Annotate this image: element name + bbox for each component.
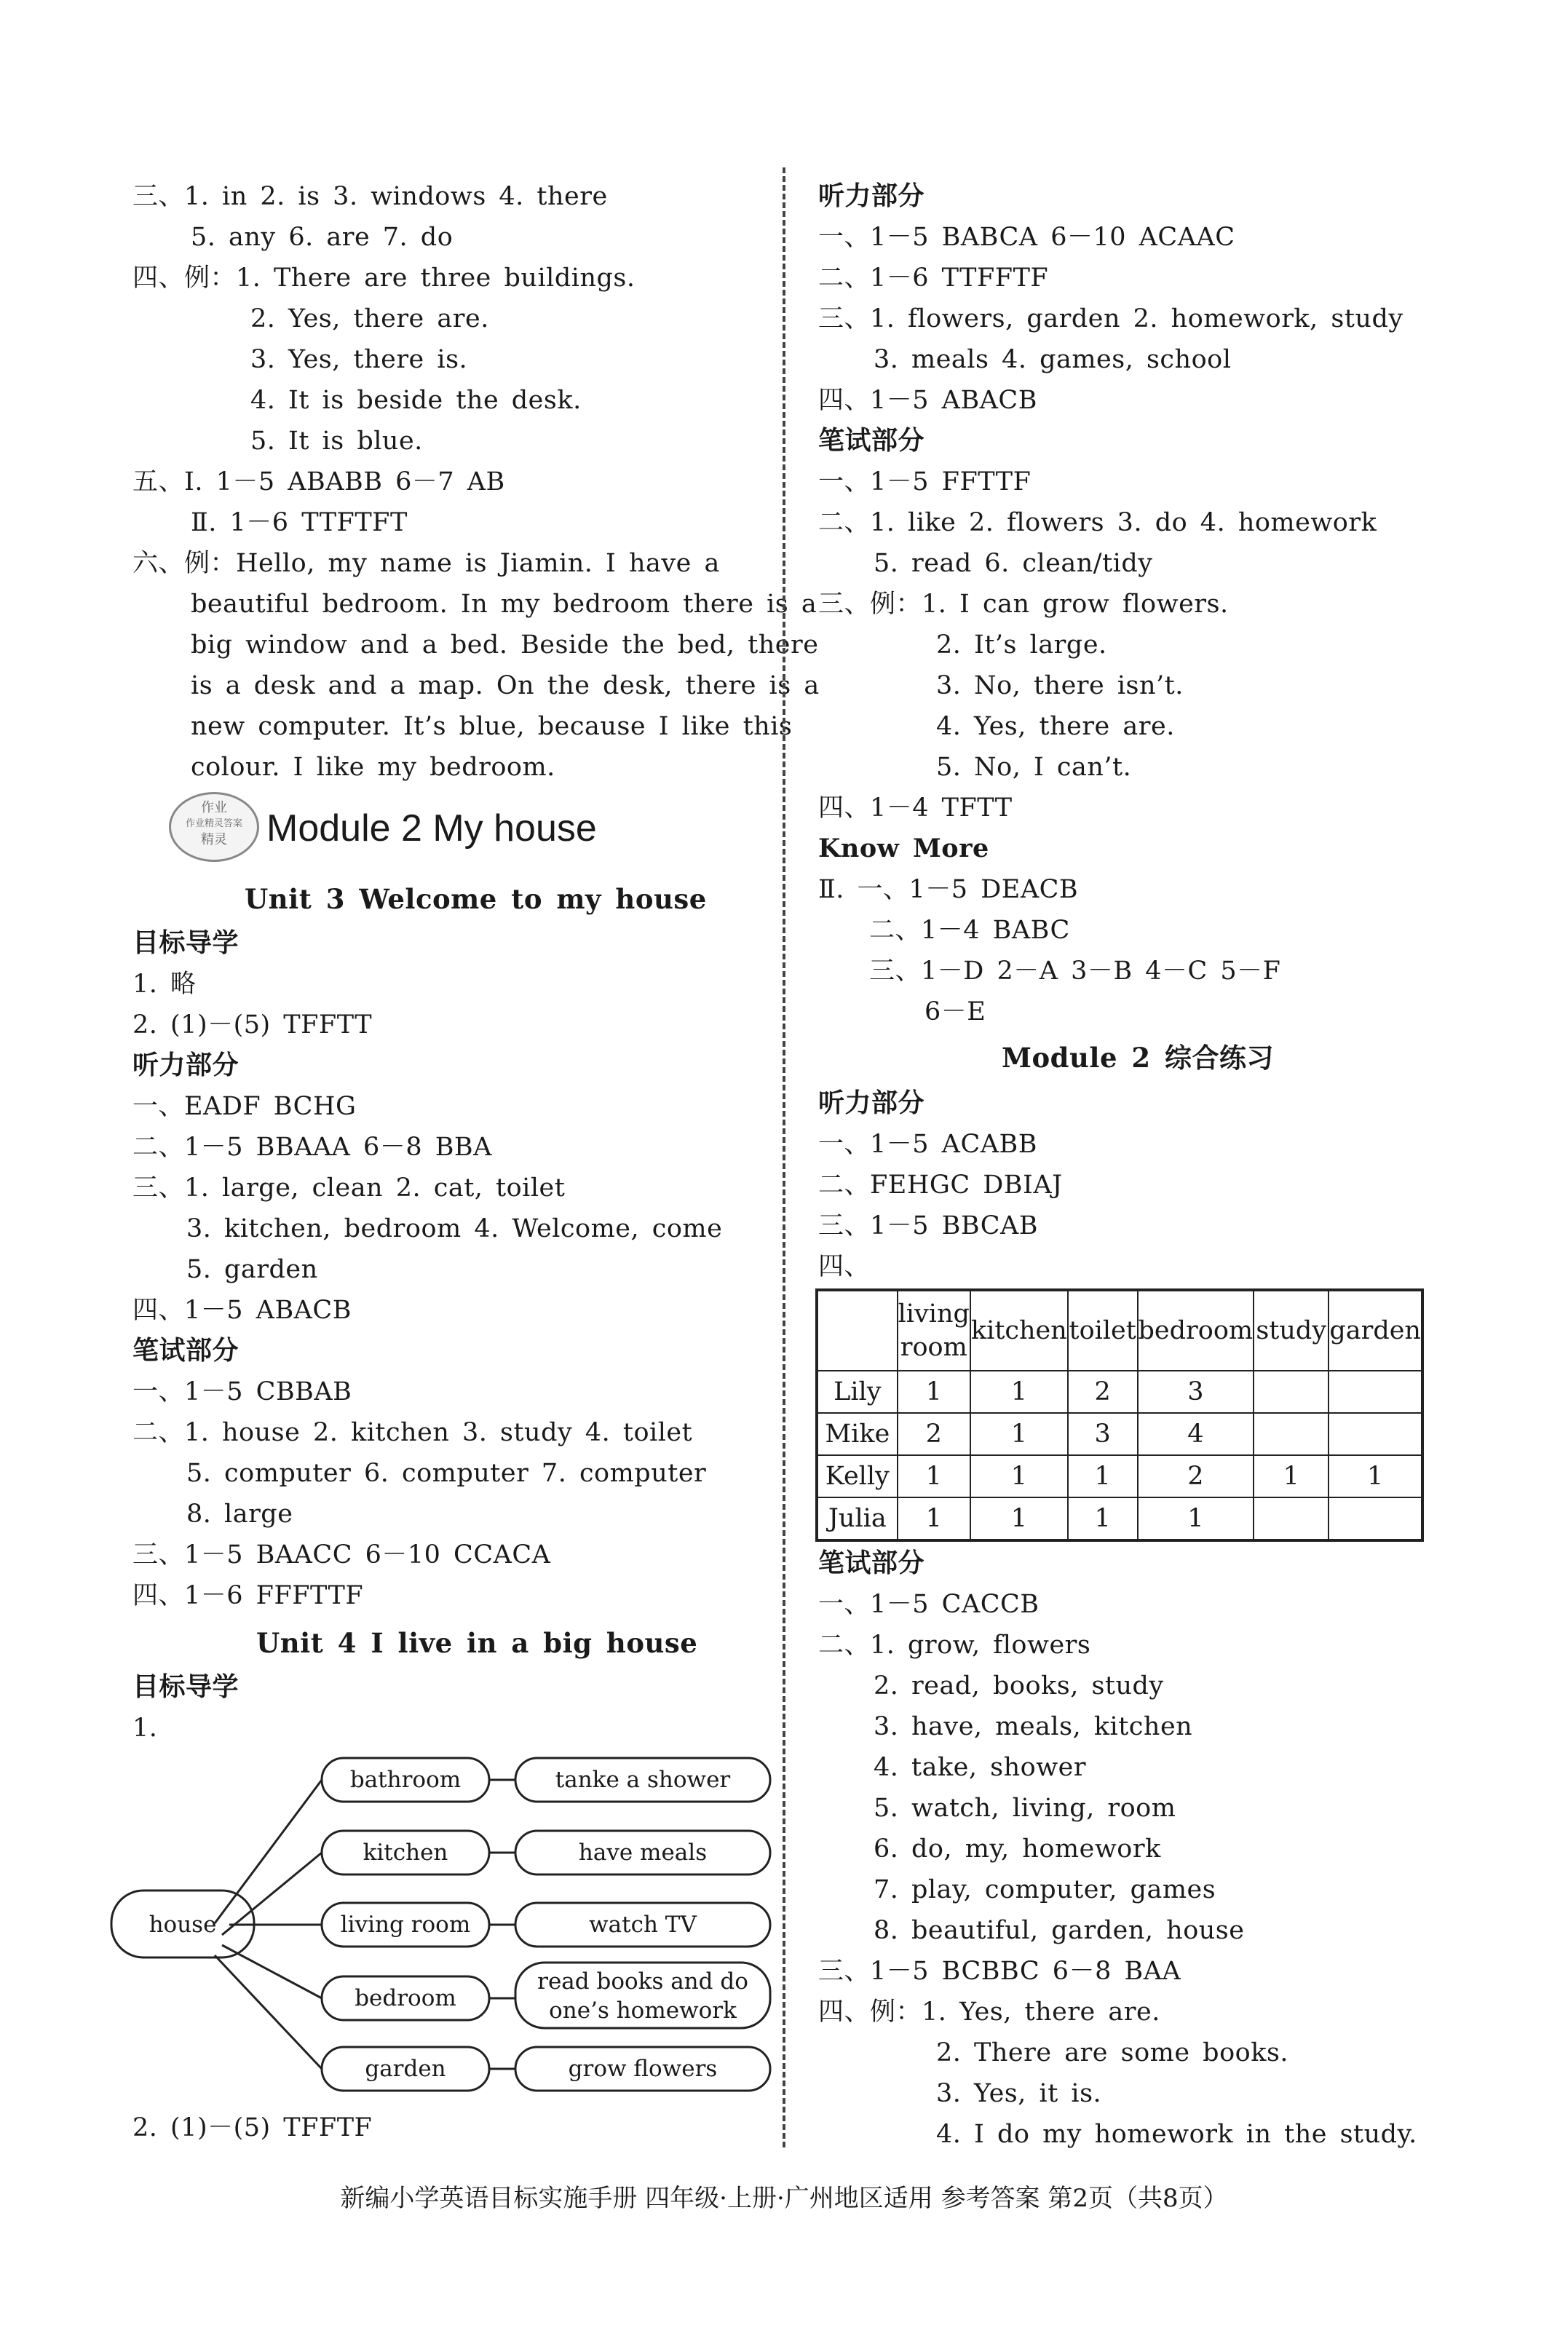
table-header-cell [817,1290,898,1371]
table-cell: 1 [1068,1455,1138,1497]
mindmap-connector [215,1955,322,2069]
column-divider [783,167,785,2147]
answer-line: 三、1－D 2－A 3－B 4－C 5－F [869,957,1281,986]
section-heading: Know More [818,834,989,863]
mindmap-activity: watch TV [589,1912,697,1938]
answer-line: 5. No, I can’t. [936,753,1132,782]
answer-line: 4. It is beside the desk. [250,386,582,415]
answer-line: 四、 [818,1252,871,1281]
table-cell [1254,1413,1329,1455]
answer-line: 二、1. house 2. kitchen 3. study 4. toilet [132,1418,693,1447]
answer-line: 4. Yes, there are. [936,712,1175,741]
answer-line: 3. Yes, it is. [936,2079,1102,2108]
answer-line: 三、1－5 BAACC 6－10 CCACA [132,1540,551,1569]
table-cell: 2 [898,1413,970,1455]
table-cell [1329,1413,1422,1455]
rooms-table [815,1288,1424,1542]
answer-line: 二、1. grow, flowers [818,1631,1091,1660]
table-cell [1329,1371,1422,1413]
table-cell: 1 [1068,1497,1138,1540]
answer-line: 7. play, computer, games [874,1875,1216,1904]
answer-line: 二、1. like 2. flowers 3. do 4. homework [818,508,1377,537]
table-header-cell: bedroom [1138,1290,1254,1371]
section-heading: 笔试部分 [818,1548,925,1578]
answer-line: 2. It’s large. [936,630,1107,660]
answer-line: 3. kitchen, bedroom 4. Welcome, come [186,1214,723,1243]
section-heading: 笔试部分 [818,426,925,456]
table-cell: Julia [817,1497,898,1540]
table-cell: 1 [898,1455,970,1497]
answer-line: 5. any 6. are 7. do [191,223,454,252]
essay-line: is a desk and a map. On the desk, there is a [191,671,820,700]
table-header-cell: living room [898,1290,970,1371]
answer-line: 2. Yes, there are. [250,304,489,333]
mindmap-activity: one’s homework [549,1998,737,2024]
answer-line: Ⅱ. 1－6 TTFTFT [191,508,408,537]
answer-line: 三、1－5 BCBBC 6－8 BAA [818,1957,1181,1986]
mindmap-node: kitchen [363,1840,448,1866]
answer-line: 三、1. flowers, garden 2. homework, study [818,304,1403,333]
mindmap-connector [215,1780,322,1923]
answer-line: 一、1－5 CACCB [818,1590,1040,1619]
unit-title: Unit 4 I live in a big house [256,1627,698,1659]
answer-line: 一、1－5 ACABB [818,1130,1037,1159]
table-cell: 1 [1329,1455,1422,1497]
answer-line: 8. large [186,1500,293,1529]
answer-line: 四、1－5 ABACB [818,386,1037,415]
answer-line: 四、1－6 FFFTTF [132,1581,364,1610]
essay-line: colour. I like my bedroom. [191,753,555,782]
answer-line: 1. [132,1714,158,1743]
mindmap-center: house [149,1912,217,1938]
house-mindmap [102,1733,786,2097]
answer-line: 三、1. large, clean 2. cat, toilet [132,1173,566,1203]
answer-line: 6. do, my, homework [874,1834,1161,1864]
answer-line: 三、1. in 2. is 3. windows 4. there [132,182,608,211]
answer-line: 四、1－5 ABACB [132,1296,352,1325]
section-heading: 目标导学 [132,928,239,958]
section-heading: 听力部分 [132,1050,239,1080]
table-cell: 1 [1138,1497,1254,1540]
answer-line: 3. meals 4. games, school [874,345,1232,374]
table-cell: Kelly [817,1455,898,1497]
table-cell: 1 [1254,1455,1329,1497]
answer-line: 1. 略 [132,970,197,999]
table-cell: Lily [817,1371,898,1413]
section-heading: 目标导学 [132,1672,239,1702]
answer-line: 5. read 6. clean/tidy [874,549,1153,578]
table-cell [1254,1497,1329,1540]
answer-line: 4. I do my homework in the study. [936,2120,1417,2149]
answer-line: 五、Ⅰ. 1－5 ABABB 6－7 AB [132,467,505,496]
mindmap-node: bathroom [349,1767,462,1793]
table-cell: 1 [898,1497,970,1540]
table-header-cell: kitchen [970,1290,1068,1371]
section-heading: 笔试部分 [132,1336,239,1366]
answer-line: 3. have, meals, kitchen [874,1712,1193,1741]
mindmap-node: living room [340,1912,471,1938]
answer-line: 2. There are some books. [936,2038,1289,2067]
answer-line: 一、1－5 BABCA 6－10 ACAAC [818,223,1235,252]
answer-line: 一、EADF BCHG [132,1092,357,1121]
practice-title: Module 2 综合练习 [1002,1042,1275,1074]
table-cell: Mike [817,1413,898,1455]
essay-line: 六、例：Hello, my name is Jiamin. I have a [132,549,720,578]
answer-line: 四、1－4 TFTT [818,793,1013,823]
answer-line: 四、例：1. There are three buildings. [132,264,635,293]
table-cell [1329,1497,1422,1540]
essay-line: big window and a bed. Beside the bed, there [191,630,819,660]
table-cell: 4 [1138,1413,1254,1455]
table-cell: 1 [970,1497,1068,1540]
table-row [817,1497,1422,1540]
table-cell: 3 [1068,1413,1138,1455]
unit-title: Unit 3 Welcome to my house [245,883,707,915]
mindmap-node: garden [365,2056,446,2082]
mindmap-activity: tanke a shower [555,1767,731,1793]
mindmap-node: bedroom [355,1985,456,2011]
answer-line: 4. take, shower [874,1753,1087,1782]
answer-line: 6－E [924,997,986,1026]
section-heading: 听力部分 [818,1088,925,1118]
answer-line: 2. (1)－(5) TFFTF [132,2113,373,2142]
table-cell: 2 [1068,1371,1138,1413]
table-header-cell: garden [1329,1290,1422,1371]
essay-line: new computer. It’s blue, because I like this [191,712,793,741]
table-cell [1254,1371,1329,1413]
answer-line: 四、例：1. Yes, there are. [818,1998,1160,2027]
answer-line: 一、1－5 CBBAB [132,1377,352,1406]
module-title: Module 2 My house [266,807,597,850]
answer-line: 3. Yes, there is. [250,345,468,374]
table-cell: 1 [898,1371,970,1413]
answer-line: 3. No, there isn’t. [936,671,1184,700]
answer-line: 5. watch, living, room [874,1794,1176,1823]
table-header-cell: toilet [1068,1290,1138,1371]
table-cell: 1 [970,1371,1068,1413]
section-heading: 听力部分 [818,181,925,211]
mindmap-activity: grow flowers [568,2056,718,2082]
table-cell: 1 [970,1455,1068,1497]
answer-line: 二、1－4 BABC [869,916,1070,945]
table-cell: 3 [1138,1371,1254,1413]
answer-line: 2. (1)－(5) TFFTT [132,1010,373,1040]
answer-line: 三、例：1. I can grow flowers. [818,590,1229,619]
answer-line: 5. computer 6. computer 7. computer [186,1459,707,1488]
answer-line: 5. garden [186,1255,318,1284]
answer-line: 5. It is blue. [250,427,423,456]
answer-line: 8. beautiful, garden, house [874,1916,1245,1945]
mindmap-activity: read books and do [537,1968,748,1995]
table-row [817,1371,1422,1413]
watermark-stamp: 作业 作业精灵答案 精灵 [169,792,259,862]
essay-line: beautiful bedroom. In my bedroom there is a [191,590,817,619]
answer-line: 二、1－5 BBAAA 6－8 BBA [132,1133,492,1162]
table-header-row [817,1290,1422,1371]
table-header-cell: study [1254,1290,1329,1371]
answer-line: 一、1－5 FFTTF [818,467,1032,496]
answer-line: 三、1－5 BBCAB [818,1211,1039,1240]
answer-line: Ⅱ. 一、1－5 DEACB [818,875,1079,904]
answer-line: 2. read, books, study [874,1671,1164,1701]
table-row [817,1455,1422,1497]
table-cell: 1 [970,1413,1068,1455]
answer-line: 二、1－6 TTFFTF [818,264,1049,293]
table-cell: 2 [1138,1455,1254,1497]
table-row [817,1413,1422,1455]
mindmap-activity: have meals [578,1840,708,1866]
page-footer: 新编小学英语目标实施手册 四年级·上册·广州地区适用 参考答案 第2页（共8页） [340,2184,1228,2213]
answer-line: 二、FEHGC DBIAJ [818,1171,1063,1200]
